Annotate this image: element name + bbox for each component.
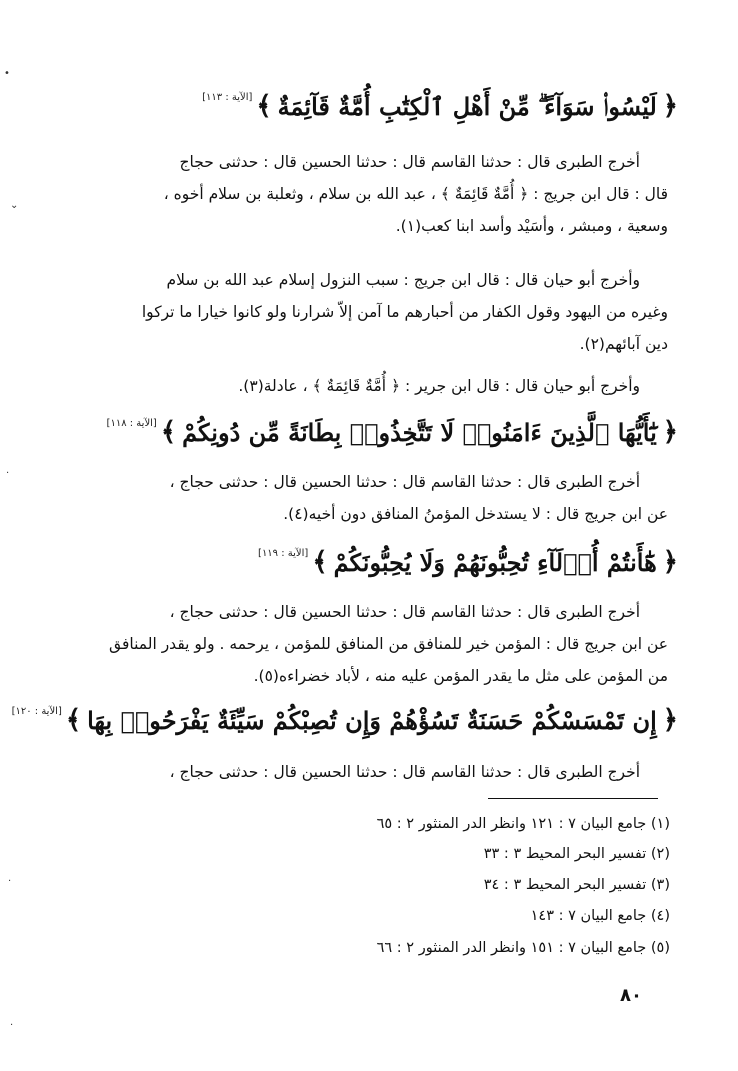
quran-verse-heading — [140, 86, 678, 126]
commentary-paragraph — [68, 756, 668, 788]
text-line: دين آبائهم(٢). — [579, 335, 668, 353]
verse-reference: [الآية : ١١٩] — [258, 548, 309, 559]
ornate-close-bracket: ﴾ — [160, 417, 177, 447]
footnote-separator — [488, 798, 658, 799]
verse-reference: [الآية : ١٢٠] — [11, 706, 62, 717]
commentary-paragraph — [68, 264, 668, 360]
ornate-open-bracket: ﴿ — [662, 417, 678, 447]
quran-verse-heading — [11, 700, 678, 740]
commentary-paragraph — [68, 466, 668, 530]
text-line: وسعية ، ومبشر ، وأسَيْد وأسد ابنا كعب(١). — [395, 217, 668, 235]
text-line: وغيره من اليهود وقول الكفار من أحبارهم ما آمن إلاّ شرارنا ولو كانوا خيارا ما تركوا — [141, 303, 668, 321]
verse-reference: [الآية : ١١٣] — [202, 92, 253, 103]
verse-text: هَٰٓأَنتُمْ أُو۟لَآءِ تُحِبُّونَهُمْ وَلَا يُحِبُّونَكُمْ — [333, 547, 657, 577]
text-line: عن ابن جريج قال : المؤمن خير للمنافق من المنافق للمؤمن ، يرحمه . ولو يقدر المنافق — [109, 635, 668, 653]
footnote: (٣) تفسير البحر المحيط ٣ : ٣٤ — [483, 877, 670, 893]
ornate-close-bracket: ﴾ — [65, 705, 82, 735]
verse-reference: [الآية : ١١٨] — [106, 418, 157, 429]
scan-speck: · — [6, 468, 10, 479]
text-line: عن ابن جريج قال : لا يستدخل المؤمنُ المنافق دون أخيه(٤). — [283, 505, 668, 523]
footnote: (٥) جامع البيان ٧ : ١٥١ وانظر الدر المنثور ٢ : ٦٦ — [376, 940, 670, 956]
ornate-open-bracket: ﴿ — [662, 91, 678, 121]
ornate-close-bracket: ﴾ — [312, 547, 328, 577]
page-number: ٨٠ — [620, 985, 642, 1006]
verse-text: لَيْسُوا۟ سَوَآءً ۗ مِّنْ أَهْلِ ٱلْكِتَٰبِ أُمَّةٌ قَآئِمَةٌ — [277, 91, 657, 121]
quran-verse-heading — [140, 542, 678, 582]
footnote: (٤) جامع البيان ٧ : ١٤٣ — [530, 908, 670, 924]
scan-speck: • — [4, 68, 10, 79]
text-line: قال : قال ابن جريج : ﴿ أُمَّةٌ قَائِمَةٌ ﴾ ، عبد الله بن سلام ، وثعلبة بن سلام أخوه ، — [163, 185, 668, 203]
verse-text: يَٰٓأَيُّهَا ٱلَّذِينَ ءَامَنُوا۟ لَا تَتَّخِذُوا۟ بِطَانَةً مِّن دُونِكُمْ — [182, 417, 657, 447]
ornate-open-bracket: ﴿ — [662, 705, 678, 735]
text-line: وأخرج أبو حيان قال : قال ابن جرير : ﴿ أُمَّةٌ قَائِمَةٌ ﴾ ، عادلة(٣). — [238, 377, 640, 395]
commentary-paragraph — [68, 596, 668, 692]
text-line: أخرج الطبرى قال : حدثنا القاسم قال : حدثنا الحسين قال : حدثنى حجاج — [179, 153, 640, 171]
commentary-paragraph — [68, 146, 668, 242]
text-line: أخرج الطبرى قال : حدثنا القاسم قال : حدثنا الحسين قال : حدثنى حجاج ، — [169, 603, 640, 621]
scan-speck: ⌄ — [10, 200, 19, 211]
text-line: أخرج الطبرى قال : حدثنا القاسم قال : حدثنا الحسين قال : حدثنى حجاج ، — [169, 473, 640, 491]
footnote: (٢) تفسير البحر المحيط ٣ : ٣٣ — [483, 846, 670, 862]
footnote: (١) جامع البيان ٧ : ١٢١ وانظر الدر المنثور ٢ : ٦٥ — [376, 816, 670, 832]
quran-verse-heading — [106, 412, 678, 452]
ornate-close-bracket: ﴾ — [256, 91, 272, 121]
scan-speck: · — [10, 1020, 14, 1031]
commentary-paragraph — [68, 370, 668, 402]
text-line: من المؤمن على مثل ما يقدر المؤمن عليه منه ، لأباد خضراءه(٥). — [253, 667, 668, 685]
ornate-open-bracket: ﴿ — [662, 547, 678, 577]
scan-speck: · — [8, 876, 12, 887]
verse-text: إِن تَمْسَسْكُمْ حَسَنَةٌ تَسُؤْهُمْ وَإِن تُصِبْكُمْ سَيِّئَةٌ يَفْرَحُوا۟ بِهَا — [87, 705, 657, 735]
text-line: أخرج الطبرى قال : حدثنا القاسم قال : حدثنا الحسين قال : حدثنى حجاج ، — [169, 763, 640, 781]
text-line: وأخرج أبو حيان قال : قال ابن جريج : سبب النزول إسلام عبد الله بن سلام — [166, 271, 640, 289]
